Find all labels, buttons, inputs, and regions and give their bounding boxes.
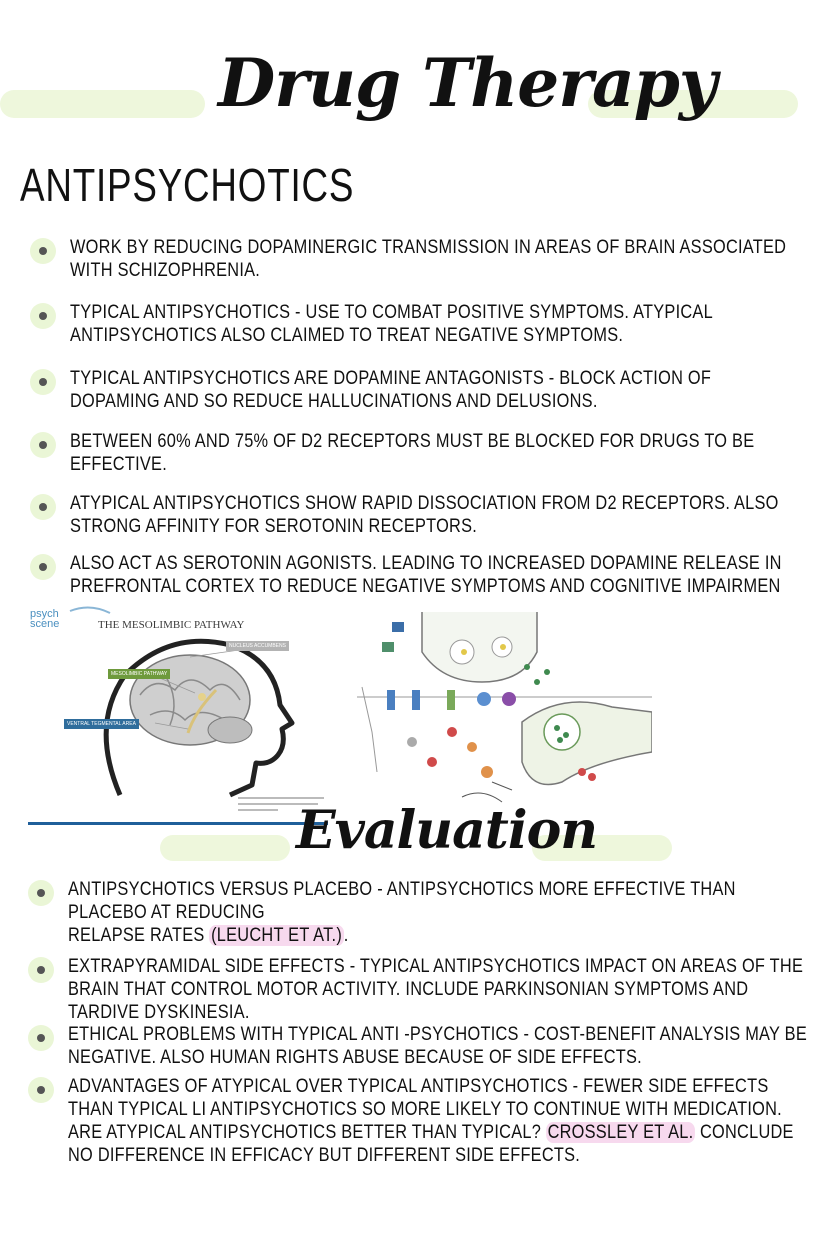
bullet-dot bbox=[30, 554, 56, 580]
bullet-item bbox=[30, 236, 828, 282]
evaluation-text: ETHICAL PROBLEMS WITH TYPICAL ANTI -PSYCHOTICS - COST-BENEFIT ANALYSIS MAY BE NEGATIVE. ALSO HUMAN RIGHTS ABUSE BECAUSE OF SIDE EFFECTS. bbox=[68, 1024, 807, 1068]
bullet-dot bbox=[30, 303, 56, 329]
bullet-text: TYPICAL ANTIPSYCHOTICS ARE DOPAMINE ANTAGONISTS - BLOCK ACTION OF DOPAMING AND SO REDUCE HALLUCINATIONS AND DELUSIONS. bbox=[70, 368, 712, 412]
evaluation-item bbox=[28, 1023, 828, 1069]
evaluation-title: Evaluation bbox=[296, 800, 598, 861]
bullet-item bbox=[30, 430, 828, 476]
evaluation-text-line: ADVANTAGES OF ATYPICAL OVER TYPICAL ANTIPSYCHOTICS - FEWER SIDE EFFECTS THAN TYPICAL LI ANTIPSYCHOTICS SO MORE LIKELY TO CONTINUE WITH MEDICATION. ARE ATYPICAL ANTIPSYCHOTICS BETTER THAN TYPICAL? bbox=[68, 1076, 782, 1143]
section-heading: ANTIPSYCHOTICS bbox=[20, 159, 355, 211]
bullet-dot bbox=[30, 369, 56, 395]
bullet-dot bbox=[30, 238, 56, 264]
bullet-dot bbox=[28, 957, 54, 983]
evaluation-text bbox=[68, 878, 808, 947]
bullet-item bbox=[30, 301, 828, 347]
bullet-item bbox=[30, 492, 828, 538]
bullet-dot bbox=[30, 432, 56, 458]
bullet-dot bbox=[28, 1025, 54, 1051]
evaluation-item bbox=[28, 878, 828, 947]
bullet-dot bbox=[30, 494, 56, 520]
evaluation-item bbox=[28, 955, 828, 1024]
page-title: Drug Therapy bbox=[218, 44, 717, 122]
bullet-dot bbox=[28, 1077, 54, 1103]
evaluation-text: EXTRAPYRAMIDAL SIDE EFFECTS - TYPICAL ANTIPSYCHOTICS IMPACT ON AREAS OF THE BRAIN THAT CONTROL MOTOR ACTIVITY. INCLUDE PARKINSONIAN SYMPTOMS AND TARDIVE DYSKINESIA. bbox=[68, 956, 804, 1023]
evaluation-text-tail: CONCLUDE NO DIFFERENCE IN EFFICACY BUT DIFFERENT SIDE EFFECTS. bbox=[68, 1122, 794, 1166]
bullet-text: ALSO ACT AS SEROTONIN AGONISTS. LEADING TO INCREASED DOPAMINE RELEASE IN PREFRONTAL CORTEX TO REDUCE NEGATIVE SYMPTOMS AND COGNITIVE IMPAIRMEN bbox=[70, 553, 782, 597]
citation-highlight: CROSSLEY ET AL. bbox=[547, 1122, 694, 1143]
bullet-text: ATYPICAL ANTIPSYCHOTICS SHOW RAPID DISSOCIATION FROM D2 RECEPTORS. ALSO STRONG AFFINITY FOR SEROTONIN RECEPTORS. bbox=[70, 493, 779, 537]
evaluation-item bbox=[28, 1075, 828, 1167]
logo-line-1: psych bbox=[30, 608, 59, 620]
evaluation-text-line: RELAPSE RATES bbox=[68, 925, 210, 946]
evaluation-highlight-left bbox=[160, 835, 290, 861]
evaluation-text-tail: . bbox=[343, 925, 349, 946]
synapse-diagram bbox=[352, 612, 652, 827]
bullet-item bbox=[30, 552, 828, 598]
bullet-dot bbox=[28, 880, 54, 906]
citation-highlight: (LEUCHT ET AT.) bbox=[211, 925, 343, 946]
evaluation-text bbox=[68, 1075, 816, 1167]
nucleus-accumbens-tag: NUCLEUS ACCUMBENS bbox=[226, 641, 289, 651]
logo-line-2: scene bbox=[30, 618, 60, 630]
evaluation-text-line: ANTIPSYCHOTICS VERSUS PLACEBO - ANTIPSYCHOTICS MORE EFFECTIVE THAN PLACEBO AT REDUCING bbox=[68, 879, 736, 923]
title-highlight-left bbox=[0, 90, 205, 118]
bullet-text: WORK BY REDUCING DOPAMINERGIC TRANSMISSION IN AREAS OF BRAIN ASSOCIATED WITH SCHIZOPHRENIA. bbox=[70, 237, 787, 281]
ventral-tegmental-area-tag: VENTRAL TEGMENTAL AREA bbox=[64, 719, 139, 729]
head-brain-illustration bbox=[30, 605, 330, 823]
dopamine-synapse-illustration bbox=[352, 612, 652, 827]
bullet-item bbox=[30, 367, 828, 413]
mesolimbic-pathway-figure bbox=[30, 605, 330, 823]
figure-divider-line bbox=[28, 822, 328, 825]
bullet-text: BETWEEN 60% AND 75% OF D2 RECEPTORS MUST BE BLOCKED FOR DRUGS TO BE EFFECTIVE. bbox=[70, 431, 755, 475]
figure-title: THE MESOLIMBIC PATHWAY bbox=[98, 619, 245, 631]
mesolimbic-pathway-tag: MESOLIMBIC PATHWAY bbox=[108, 669, 170, 679]
bullet-text: TYPICAL ANTIPSYCHOTICS - USE TO COMBAT POSITIVE SYMPTOMS. ATYPICAL ANTIPSYCHOTICS ALSO CLAIMED TO TREAT NEGATIVE SYMPTOMS. bbox=[70, 302, 713, 346]
